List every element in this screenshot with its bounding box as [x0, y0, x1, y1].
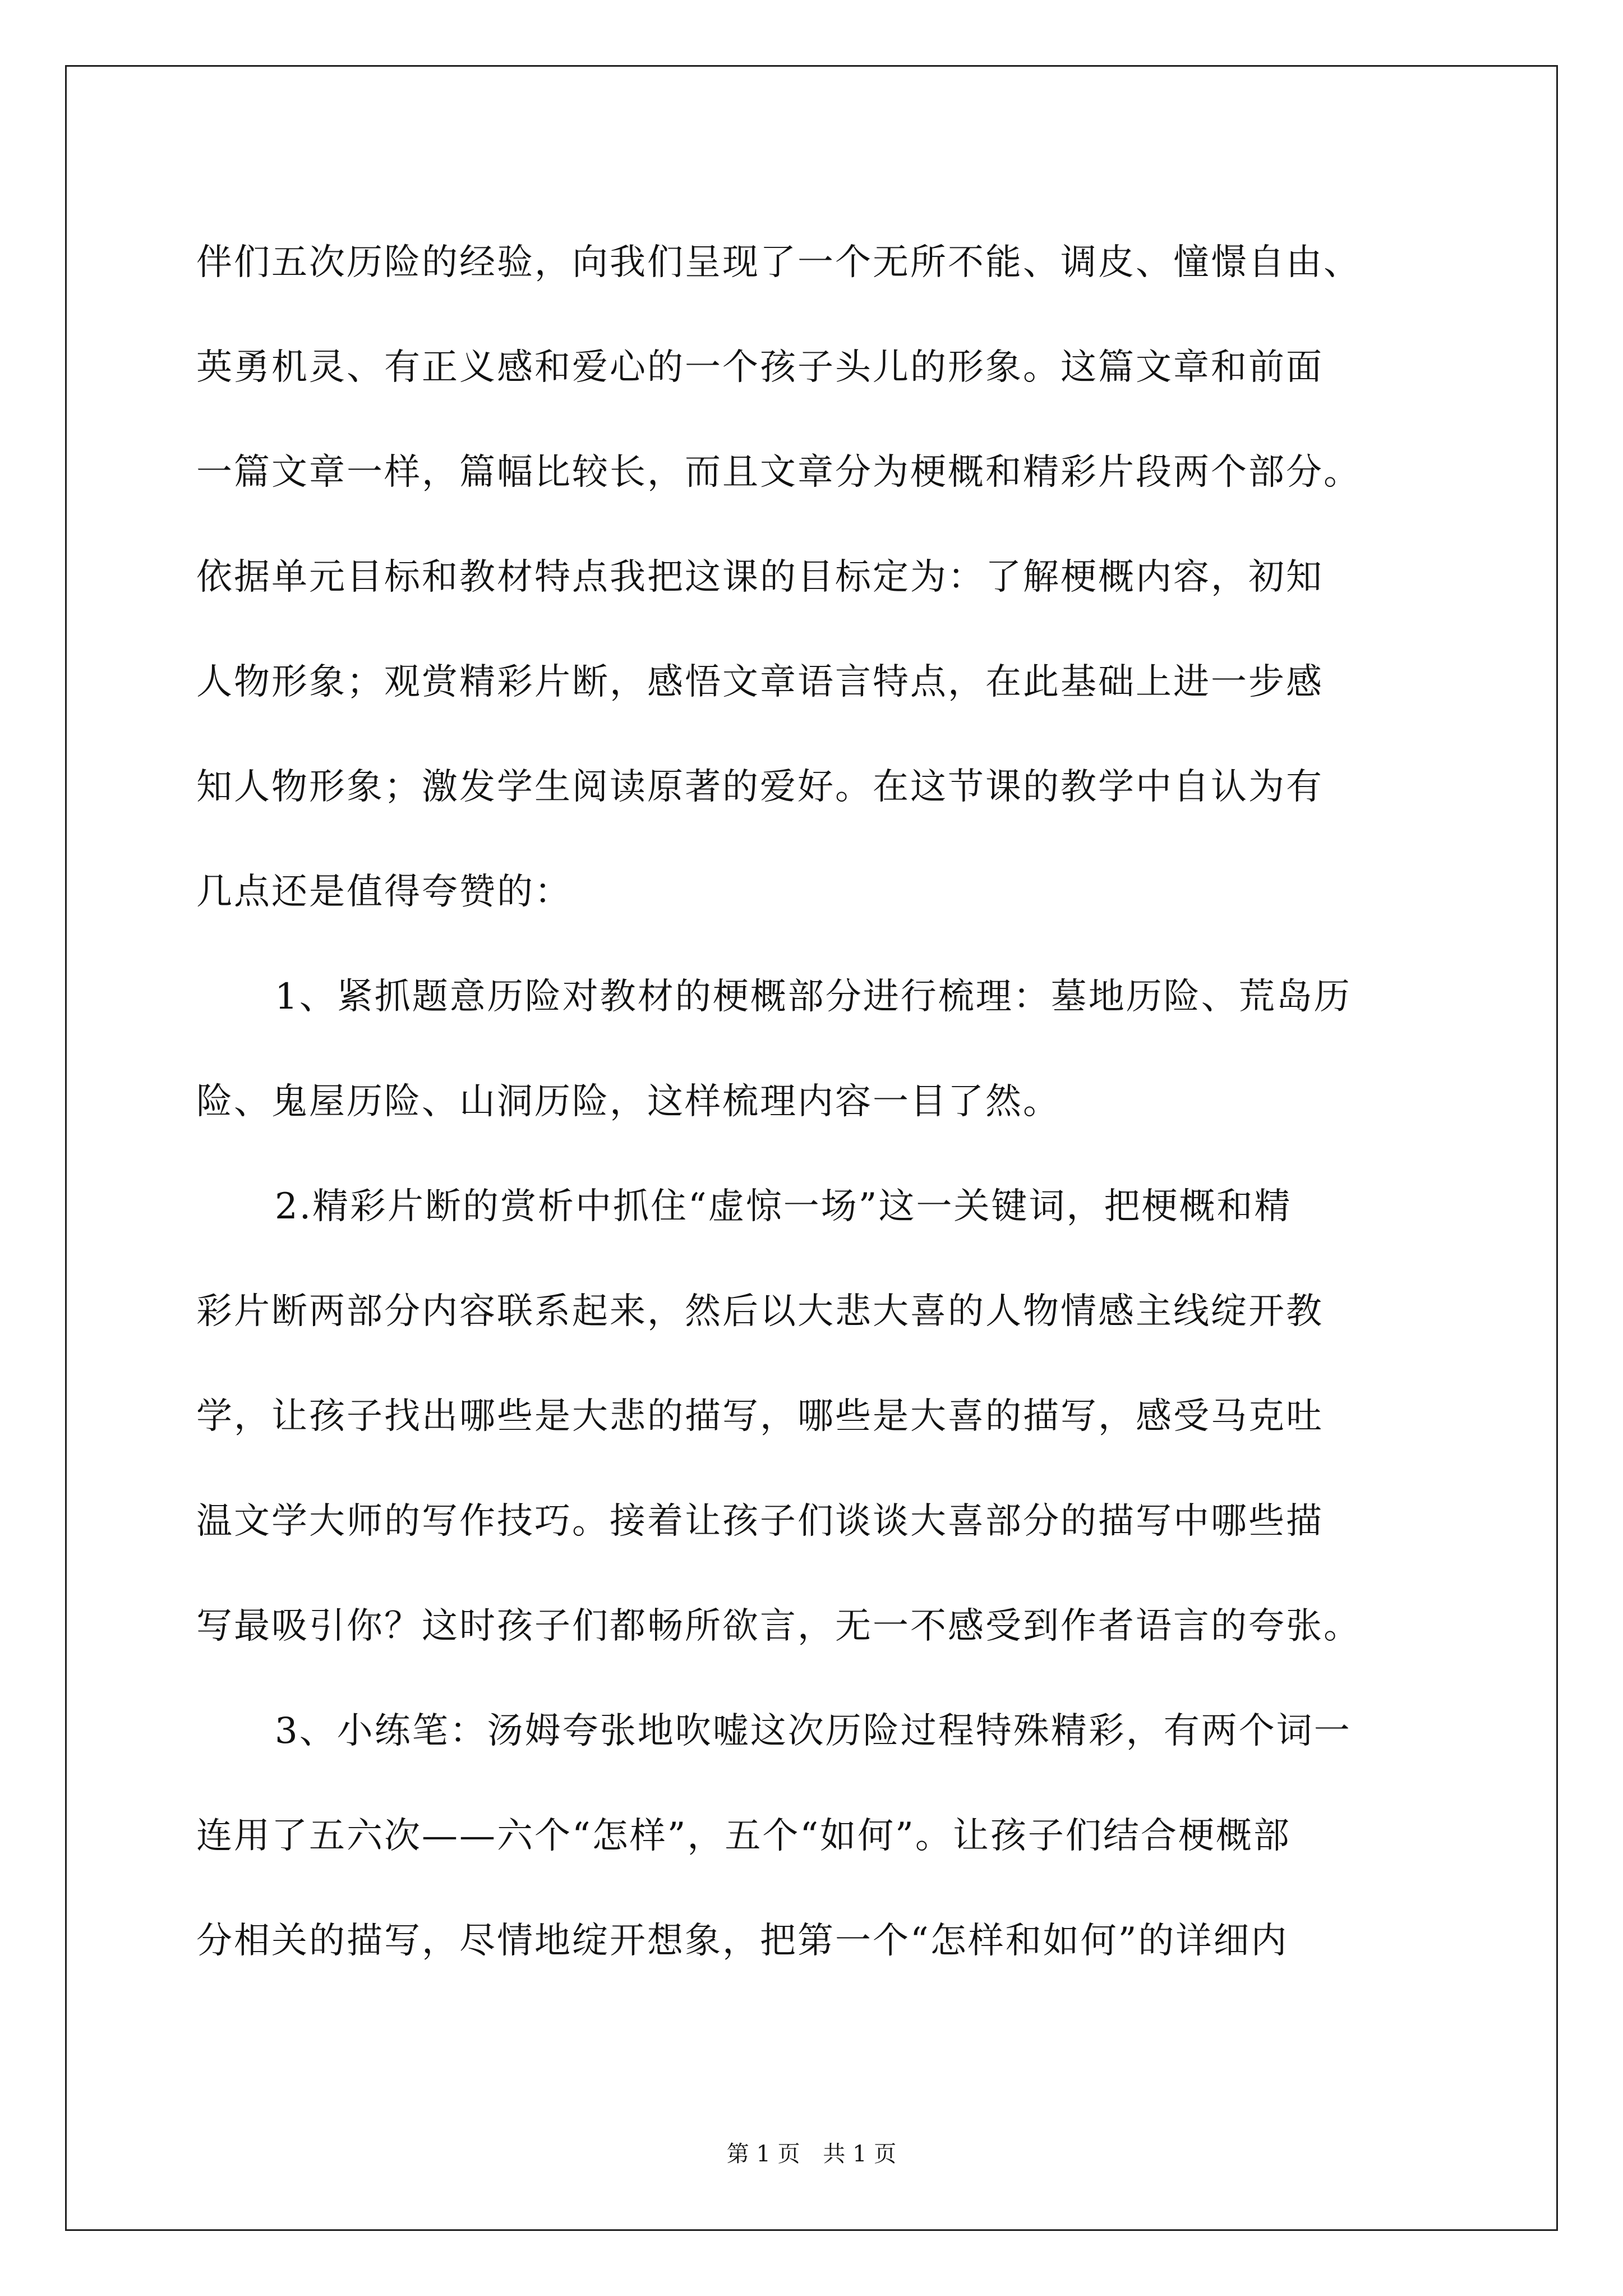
paragraph-first-line: 3、小练笔：汤姆夸张地吹嘘这次历险过程特殊精彩，有两个词一: [275, 1710, 1352, 1752]
page-number: 第 1 页: [726, 2141, 800, 2167]
text-line: 温文学大师的写作技巧。接着让孩子们谈谈大喜部分的描写中哪些描: [196, 1501, 1324, 1542]
text-line: 英勇机灵、有正义感和爱心的一个孩子头儿的形象。这篇文章和前面: [196, 347, 1324, 388]
text-line: 几点还是值得夸赞的：: [196, 871, 572, 913]
text-line: 一篇文章一样，篇幅比较长，而且文章分为梗概和精彩片段两个部分。: [196, 452, 1361, 493]
text-line: 写最吸引你？这时孩子们都畅所欲言，无一不感受到作者语言的夸张。: [196, 1605, 1361, 1647]
document-body: [196, 210, 1447, 1994]
page-total: 共 1 页: [823, 2141, 897, 2167]
text-line: 依据单元目标和教材特点我把这课的目标定为：了解梗概内容，初知: [196, 556, 1324, 598]
paragraph-first-line: 1、紧抓题意历险对教材的梗概部分进行梳理：墓地历险、荒岛历: [275, 976, 1352, 1018]
text-line: 分相关的描写，尽情地绽开想象，把第一个“怎样和如何”的详细内: [196, 1920, 1289, 1962]
paragraph-first-line: 2.精彩片断的赏析中抓住“虚惊一场”这一关键词，把梗概和精: [275, 1186, 1292, 1227]
text-line: 人物形象；观赏精彩片断，感悟文章语言特点，在此基础上进一步感: [196, 661, 1324, 703]
text-line: 彩片断两部分内容联系起来，然后以大悲大喜的人物情感主线绽开教: [196, 1291, 1324, 1332]
text-line: 知人物形象；激发学生阅读原著的爱好。在这节课的教学中自认为有: [196, 766, 1324, 808]
text-line: 学，让孩子找出哪些是大悲的描写，哪些是大喜的描写，感受马克吐: [196, 1396, 1324, 1437]
text-line: 险、鬼屋历险、山洞历险，这样梳理内容一目了然。: [196, 1081, 1061, 1122]
text-line: 连用了五六次——六个“怎样”，五个“如何”。让孩子们结合梗概部: [196, 1815, 1291, 1857]
page-footer: [0, 2137, 1623, 2171]
text-line: 伴们五次历险的经验，向我们呈现了一个无所不能、调皮、憧憬自由、: [196, 242, 1361, 283]
